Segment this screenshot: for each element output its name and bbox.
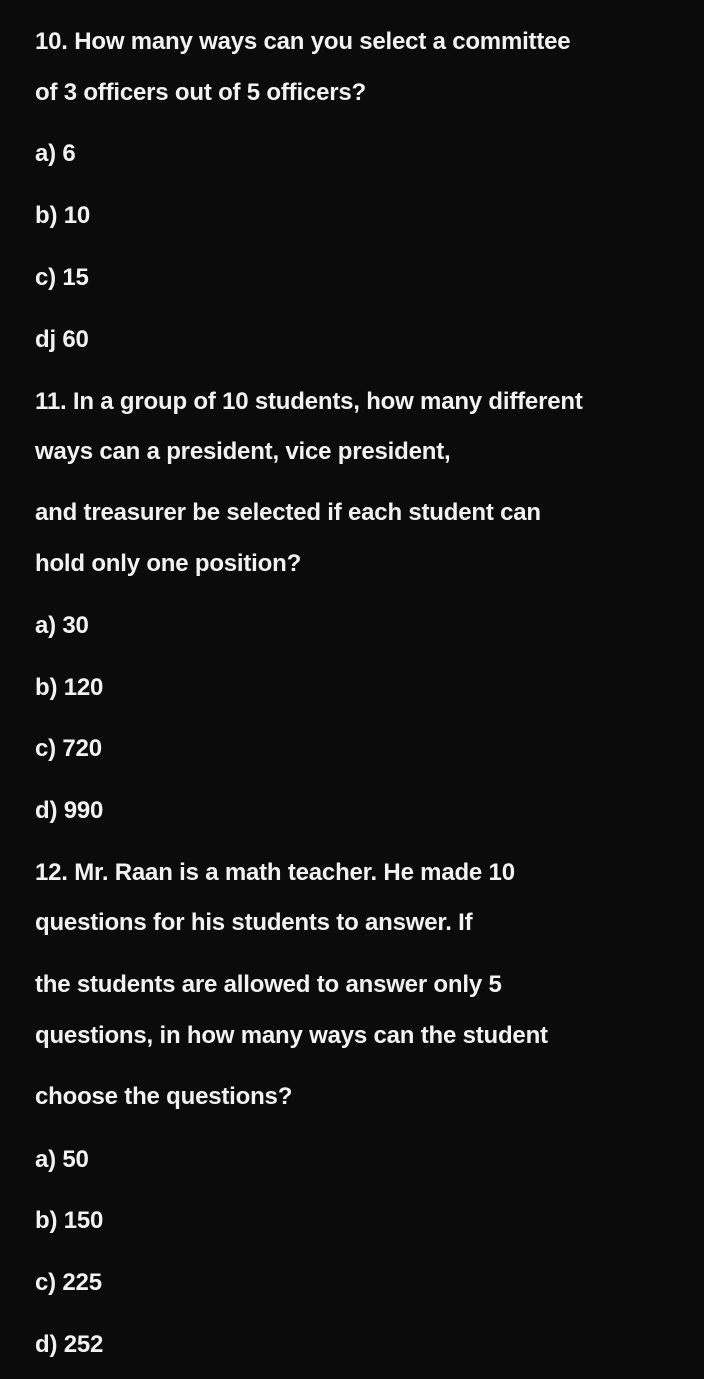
option-c: c) 225 <box>35 1269 102 1296</box>
option-a: a) 30 <box>35 612 89 639</box>
option-b: b) 10 <box>35 202 91 229</box>
question-text: questions, in how many ways can the student <box>35 1022 548 1049</box>
option-c: c) 15 <box>35 264 89 291</box>
question-text: 10. How many ways can you select a committee <box>35 28 571 55</box>
question-text: of 3 officers out of 5 officers? <box>35 79 366 106</box>
option-a: a) 6 <box>35 140 76 167</box>
question-text: choose the questions? <box>35 1083 293 1110</box>
option-d: d) 990 <box>35 797 104 824</box>
option-b: b) 120 <box>35 674 104 701</box>
question-text: ways can a president, vice president, <box>35 438 451 465</box>
question-text: 11. In a group of 10 students, how many different <box>35 388 583 415</box>
question-text: and treasurer be selected if each student can <box>35 499 541 526</box>
question-text: hold only one position? <box>35 550 302 577</box>
option-a: a) 50 <box>35 1146 89 1173</box>
question-text: 12. Mr. Raan is a math teacher. He made 10 <box>35 859 515 886</box>
option-d: dj 60 <box>35 326 89 353</box>
question-text: the students are allowed to answer only 5 <box>35 971 502 998</box>
option-b: b) 150 <box>35 1207 104 1234</box>
option-c: c) 720 <box>35 735 102 762</box>
option-d: d) 252 <box>35 1331 104 1358</box>
question-text: questions for his students to answer. If <box>35 909 473 936</box>
